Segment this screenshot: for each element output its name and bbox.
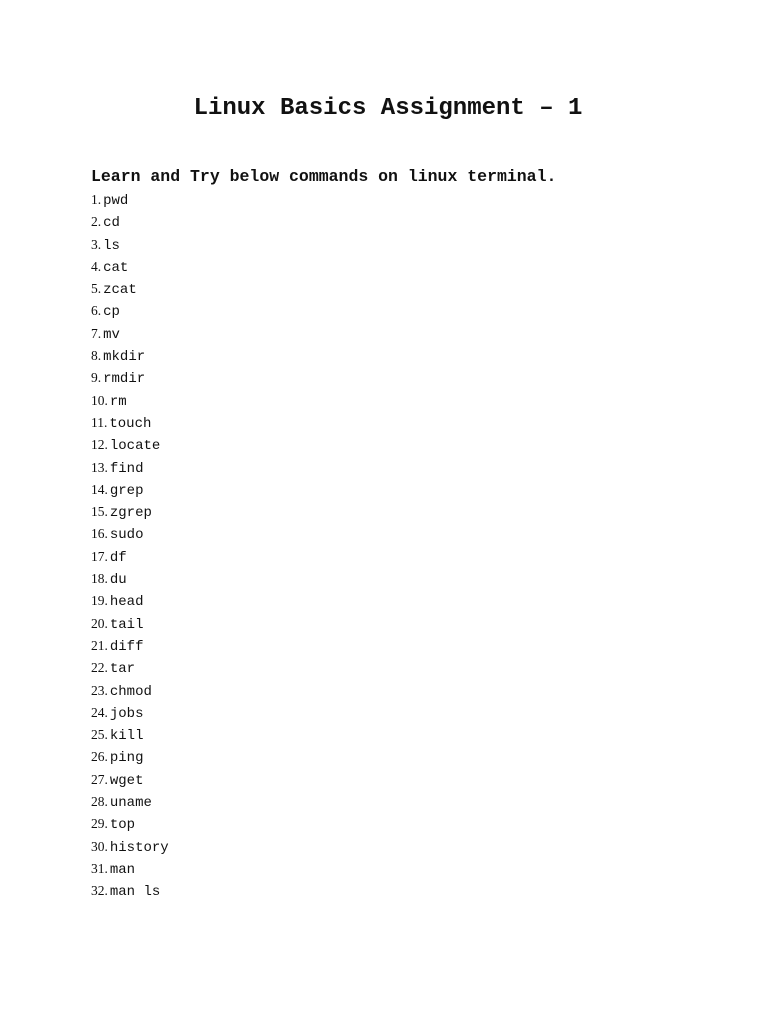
list-item [91, 412, 169, 434]
list-item-number: 7. [91, 325, 102, 341]
command-name: kill [109, 728, 144, 745]
list-item [91, 880, 169, 902]
command-name: cp [103, 304, 120, 321]
list-item-number: 28. [91, 794, 108, 810]
command-name: rm [109, 393, 127, 410]
list-item [91, 211, 169, 233]
list-item-number: 1. [91, 192, 102, 207]
command-name: man [109, 861, 136, 878]
list-item [91, 836, 169, 858]
list-item [91, 501, 169, 523]
list-item-number: 18. [91, 571, 108, 587]
list-item-number: 14. [91, 481, 108, 497]
list-item-number: 11. [91, 414, 108, 430]
command-name: wget [109, 772, 144, 789]
list-item-number: 21. [91, 637, 108, 653]
list-item [91, 390, 169, 412]
list-item [91, 791, 169, 813]
command-name: find [109, 460, 144, 477]
command-name: locate [109, 438, 161, 455]
command-name: ls [103, 237, 120, 254]
list-item [91, 278, 169, 300]
list-item [91, 769, 169, 791]
command-name: jobs [109, 705, 144, 722]
list-item-number: 10. [91, 392, 108, 408]
list-item [91, 189, 169, 211]
list-item-number: 19. [91, 593, 108, 609]
command-name: ping [109, 750, 144, 767]
list-item [91, 345, 169, 367]
command-name: zcat [103, 282, 137, 299]
command-name: cd [103, 215, 120, 232]
list-item [91, 746, 169, 768]
list-item-number: 22. [91, 660, 108, 676]
list-item [91, 657, 169, 679]
list-item [91, 457, 169, 479]
command-list [91, 189, 169, 903]
command-name: cat [103, 259, 129, 276]
list-item [91, 680, 169, 702]
list-item-number: 6. [91, 303, 102, 319]
command-name: tail [109, 616, 144, 633]
list-item [91, 568, 169, 590]
command-name: tar [109, 661, 136, 678]
list-item [91, 434, 169, 456]
page-title: Linux Basics Assignment – 1 [193, 95, 583, 122]
intro-text: Learn and Try below commands on linux terminal. [91, 167, 557, 186]
list-item-number: 13. [91, 459, 108, 475]
command-name: sudo [109, 527, 144, 544]
list-item [91, 479, 169, 501]
command-name: head [109, 594, 144, 611]
command-name: rmdir [103, 371, 146, 388]
command-name: pwd [103, 193, 129, 209]
list-item-number: 30. [91, 838, 108, 854]
command-name: uname [109, 795, 152, 812]
command-name: mkdir [103, 349, 146, 366]
list-item-number: 5. [91, 281, 102, 297]
list-item-number: 24. [91, 704, 108, 720]
list-item-number: 17. [91, 548, 108, 564]
list-item-number: 25. [91, 727, 108, 743]
command-name: top [109, 817, 136, 834]
list-item-number: 31. [91, 860, 108, 876]
command-name: history [109, 839, 169, 856]
list-item [91, 546, 169, 568]
command-name: chmod [109, 683, 152, 700]
list-item [91, 300, 169, 322]
command-name: zgrep [109, 505, 152, 522]
list-item-number: 29. [91, 816, 108, 832]
list-item-number: 15. [91, 504, 108, 520]
list-item-number: 4. [91, 258, 102, 274]
command-name: diff [109, 638, 144, 655]
list-item [91, 724, 169, 746]
command-name: du [109, 572, 127, 589]
list-item [91, 523, 169, 545]
list-item-number: 27. [91, 771, 108, 787]
list-item-number: 26. [91, 749, 108, 765]
command-name: man ls [109, 884, 161, 901]
command-name: df [109, 549, 127, 566]
list-item-number: 23. [91, 682, 108, 698]
list-item-number: 8. [91, 348, 102, 364]
command-name: mv [103, 326, 120, 343]
list-item [91, 590, 169, 612]
list-item [91, 813, 169, 835]
list-item [91, 323, 169, 345]
list-item [91, 635, 169, 657]
list-item [91, 256, 169, 278]
list-item-number: 20. [91, 615, 108, 631]
list-item [91, 234, 169, 256]
list-item-number: 32. [91, 883, 108, 899]
list-item-number: 3. [91, 236, 102, 252]
list-item [91, 613, 169, 635]
command-name: touch [109, 415, 152, 432]
list-item-number: 9. [91, 370, 102, 386]
list-item [91, 858, 169, 880]
list-item [91, 702, 169, 724]
list-item-number: 16. [91, 526, 108, 542]
command-name: grep [109, 482, 144, 499]
list-item [91, 367, 169, 389]
list-item-number: 2. [91, 214, 102, 230]
list-item-number: 12. [91, 437, 108, 453]
